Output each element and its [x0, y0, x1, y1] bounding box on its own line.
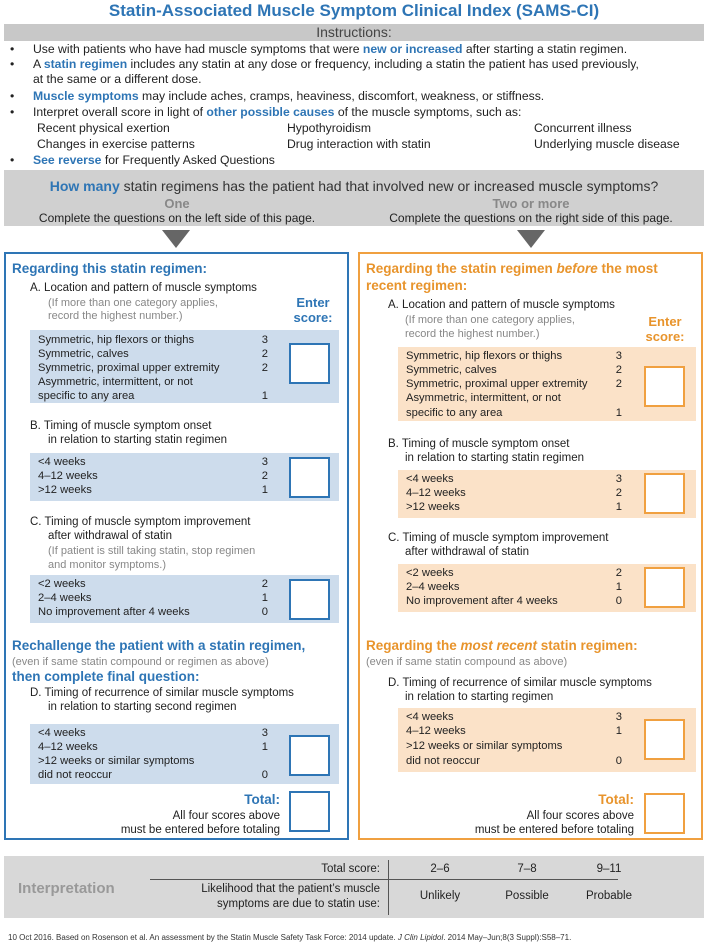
option-points: 1	[615, 581, 622, 593]
heading-text: statin regimen:	[537, 638, 638, 653]
option-points: 0	[261, 769, 268, 781]
question-c-title: after withdrawal of statin	[405, 546, 530, 558]
option-points: 1	[261, 390, 268, 402]
question-d-title: in relation to starting regimen	[405, 691, 554, 703]
option-label: specific to any area	[38, 390, 135, 402]
total-note: must be entered before totaling	[120, 824, 280, 836]
option-label: Symmetric, calves	[38, 348, 129, 360]
instr-text: Interpret overall score in light of	[33, 105, 207, 119]
option-label: >12 weeks or similar symptoms	[406, 740, 563, 752]
option-label: Symmetric, hip flexors or thighs	[38, 334, 195, 346]
option-two-instruction: Complete the questions on the right side of this page.	[389, 211, 673, 225]
instr-text: of the muscle symptoms, such as:	[334, 105, 522, 119]
option-label: <4 weeks	[406, 711, 454, 723]
instruction-item	[0, 57, 708, 72]
instructions-header: Instructions:	[4, 24, 704, 41]
instr-highlight: Muscle symptoms	[33, 89, 139, 103]
option-points: 3	[261, 727, 268, 739]
option-points: 2	[615, 567, 622, 579]
instr-text: at the same or a different dose.	[33, 72, 202, 86]
recent-regimen-note: (even if same statin compound as above)	[366, 656, 568, 668]
bullet-icon: •	[10, 105, 15, 119]
cause-item: Hypothyroidism	[287, 121, 371, 135]
question-b-title: B. Timing of muscle symptom onset	[30, 420, 212, 432]
header-text: the most	[597, 261, 658, 276]
citation-journal: J Clin Lipidol	[397, 933, 444, 942]
instruction-item	[0, 105, 708, 120]
option-one-label: One	[164, 196, 190, 211]
question-a-note: (If more than one category applies,	[48, 297, 218, 309]
option-points: 1	[615, 407, 622, 419]
option-points: 2	[261, 578, 268, 590]
instr-highlight: other possible causes	[206, 105, 335, 119]
enter-score-label	[633, 314, 697, 344]
score-range: 7–8	[517, 863, 537, 875]
bullet-icon: •	[10, 57, 15, 71]
left-panel-header: Regarding this statin regimen:	[12, 261, 208, 276]
score-d-input[interactable]	[289, 735, 330, 776]
arrow-down-icon	[162, 230, 190, 248]
score-c-input[interactable]	[289, 579, 330, 620]
score-c-input[interactable]	[644, 567, 685, 608]
score-label: score:	[645, 329, 685, 344]
option-points: 2	[615, 487, 622, 499]
likelihood-label: Likelihood that the patient’s muscle	[201, 883, 380, 895]
header-text: Regarding the statin regimen	[366, 261, 557, 276]
option-points: 2	[261, 348, 268, 360]
heading-text: Regarding the	[366, 638, 461, 653]
instr-highlight: statin regimen	[43, 57, 128, 71]
enter-score-label	[283, 295, 343, 325]
cause-item: Changes in exercise patterns	[37, 137, 195, 151]
total-note: All four scores above	[526, 810, 634, 822]
divider	[388, 860, 389, 915]
option-label: Symmetric, proximal upper extremity	[406, 378, 588, 390]
option-points: 3	[615, 350, 622, 362]
cause-item: Drug interaction with statin	[287, 137, 431, 151]
instr-highlight: new or increased	[362, 42, 463, 56]
right-panel-header	[366, 261, 658, 276]
cause-item: Concurrent illness	[534, 121, 632, 135]
question-text: statin regimens has the patient had that involved new or increased muscle symptoms?	[119, 178, 659, 194]
likelihood-result: Unlikely	[419, 890, 461, 902]
option-label: <4 weeks	[406, 473, 454, 485]
instr-text: A	[33, 57, 44, 71]
option-label: No improvement after 4 weeks	[406, 595, 558, 607]
citation-text: . 2014 May–Jun;8(3 Suppl):S58–71.	[443, 933, 572, 942]
enter-label: Enter	[648, 314, 682, 329]
option-points: 1	[261, 484, 268, 496]
question-a-note: record the highest number.)	[48, 310, 183, 322]
option-label: did not reoccur	[38, 769, 113, 781]
score-label: score:	[293, 310, 333, 325]
bullet-icon: •	[10, 153, 15, 167]
likelihood-label: symptoms are due to statin use:	[217, 898, 380, 910]
score-b-input[interactable]	[289, 457, 330, 498]
option-label: 4–12 weeks	[38, 741, 98, 753]
question-highlight: How many	[49, 178, 120, 194]
option-points: 2	[615, 378, 622, 390]
bullet-icon: •	[10, 42, 15, 56]
instr-text: after starting a statin regimen.	[462, 42, 628, 56]
option-label: >12 weeks	[38, 484, 92, 496]
question-c-note: (If patient is still taking statin, stop regimen	[48, 545, 256, 557]
rechallenge-heading: Rechallenge the patient with a statin regimen,	[12, 638, 306, 653]
score-range: 9–11	[596, 863, 622, 875]
question-b-title: in relation to starting statin regimen	[48, 434, 227, 446]
likelihood-result: Possible	[505, 890, 549, 902]
cause-item: Recent physical exertion	[37, 121, 170, 135]
total-note: All four scores above	[172, 810, 280, 822]
total-score-input[interactable]	[644, 793, 685, 834]
score-a-input[interactable]	[289, 343, 330, 384]
option-points: 3	[261, 456, 268, 468]
option-points: 2	[615, 364, 622, 376]
question-b-title: B. Timing of muscle symptom onset	[388, 438, 570, 450]
instruction-item	[0, 42, 708, 57]
heading-emphasis: most recent	[460, 638, 538, 653]
total-score-label: Total score:	[321, 863, 380, 875]
total-label: Total:	[598, 792, 634, 807]
citation-text: 10 Oct 2016. Based on Rosenson et al. An assessment by the Statin Muscle Safety Task Force: 2014 update.	[8, 933, 398, 942]
question-a-note: (If more than one category applies,	[405, 314, 575, 326]
option-label: Symmetric, proximal upper extremity	[38, 362, 220, 374]
instruction-continuation	[0, 72, 708, 87]
question-a-note: record the highest number.)	[405, 328, 540, 340]
instruction-item	[0, 89, 708, 104]
option-label: Symmetric, calves	[406, 364, 497, 376]
instruction-item	[0, 153, 708, 168]
option-points: 1	[261, 592, 268, 604]
option-points: 2	[261, 362, 268, 374]
bullet-icon: •	[10, 89, 15, 103]
causes-row	[0, 137, 708, 152]
option-label: 4–12 weeks	[38, 470, 98, 482]
causes-row	[0, 121, 708, 136]
option-label: Asymmetric, intermittent, or not	[406, 392, 561, 404]
right-panel-header: recent regimen:	[366, 278, 468, 293]
option-points: 1	[615, 501, 622, 513]
option-label: >12 weeks	[406, 501, 460, 513]
option-label: 2–4 weeks	[38, 592, 92, 604]
option-points: 2	[261, 470, 268, 482]
option-label: <4 weeks	[38, 727, 86, 739]
question-c-title: C. Timing of muscle symptom improvement	[388, 532, 609, 544]
question-d-title: in relation to starting second regimen	[48, 701, 237, 713]
option-points: 0	[615, 755, 622, 767]
question-a-title: A. Location and pattern of muscle symptoms	[30, 282, 257, 294]
option-points: 3	[615, 711, 622, 723]
instr-text: Use with patients who have had muscle symptoms that were	[33, 42, 363, 56]
option-two-label: Two or more	[492, 196, 570, 211]
option-label: No improvement after 4 weeks	[38, 606, 190, 618]
option-points: 0	[261, 606, 268, 618]
option-label: did not reoccur	[406, 755, 481, 767]
score-d-input[interactable]	[644, 719, 685, 760]
option-label: <2 weeks	[38, 578, 86, 590]
divider	[150, 879, 618, 880]
question-a-title: A. Location and pattern of muscle symptoms	[388, 299, 615, 311]
option-label: 4–12 weeks	[406, 725, 466, 737]
see-reverse-link: See reverse	[33, 153, 102, 167]
question-c-title: after withdrawal of statin	[48, 530, 173, 542]
arrow-down-icon	[517, 230, 545, 248]
option-points: 3	[615, 473, 622, 485]
instr-text: for Frequently Asked Questions	[101, 153, 275, 167]
total-label: Total:	[244, 792, 280, 807]
option-label: specific to any area	[406, 407, 503, 419]
likelihood-result: Probable	[585, 890, 633, 902]
instr-text: may include aches, cramps, heaviness, discomfort, weakness, or stiffness.	[138, 89, 545, 103]
option-points: 1	[261, 741, 268, 753]
question-d-title: D. Timing of recurrence of similar muscle symptoms	[388, 677, 652, 689]
score-b-input[interactable]	[644, 473, 685, 514]
option-label: 4–12 weeks	[406, 487, 466, 499]
option-label: <2 weeks	[406, 567, 454, 579]
cause-item: Underlying muscle disease	[534, 137, 680, 151]
citation-footer	[8, 933, 571, 942]
option-label: Asymmetric, intermittent, or not	[38, 376, 193, 388]
enter-label: Enter	[296, 295, 330, 310]
option-label: 2–4 weeks	[406, 581, 460, 593]
rechallenge-heading: then complete final question:	[12, 669, 200, 684]
option-one-instruction: Complete the questions on the left side of this page.	[38, 211, 316, 225]
option-points: 0	[615, 595, 622, 607]
page-title: Statin-Associated Muscle Symptom Clinical Index (SAMS-CI)	[108, 1, 600, 20]
question-c-title: C. Timing of muscle symptom improvement	[30, 516, 251, 528]
recent-regimen-heading	[366, 638, 638, 653]
total-score-input[interactable]	[289, 791, 330, 832]
option-label: Symmetric, hip flexors or thighs	[406, 350, 563, 362]
rechallenge-note: (even if same statin compound or regimen as above)	[12, 656, 269, 668]
score-range: 2–6	[430, 863, 450, 875]
instr-text: includes any statin at any dose or frequency, including a statin the patient has used previously,	[127, 57, 639, 71]
option-points: 1	[615, 725, 622, 737]
score-a-input[interactable]	[644, 366, 685, 407]
option-label: <4 weeks	[38, 456, 86, 468]
header-emphasis: before	[556, 261, 598, 276]
question-c-note: and monitor symptoms.)	[48, 559, 166, 571]
option-points: 3	[261, 334, 268, 346]
question-b-title: in relation to starting statin regimen	[405, 452, 584, 464]
question-d-title: D. Timing of recurrence of similar muscle symptoms	[30, 687, 294, 699]
interpretation-label: Interpretation	[18, 880, 115, 897]
total-note: must be entered before totaling	[474, 824, 634, 836]
option-label: >12 weeks or similar symptoms	[38, 755, 195, 767]
regimen-question	[0, 178, 708, 194]
